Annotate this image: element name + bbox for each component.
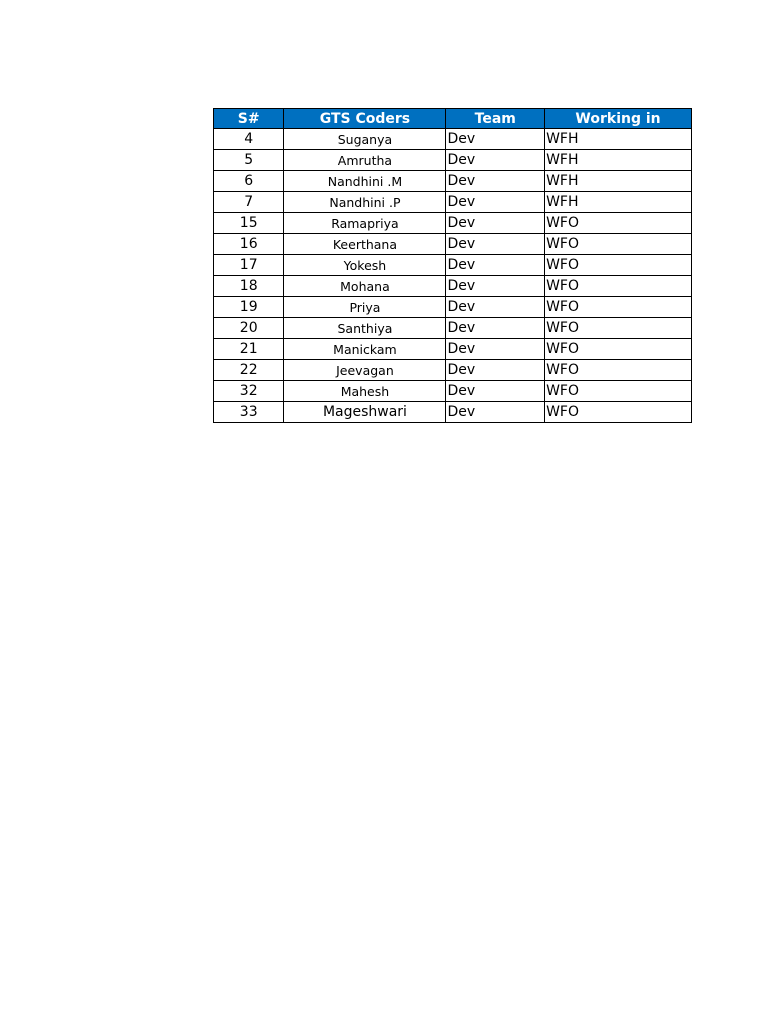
table-row <box>214 297 692 318</box>
cell-coder-name: Mageshwari <box>284 402 446 423</box>
table-row <box>214 402 692 423</box>
cell-working-in: WFH <box>545 192 692 213</box>
cell-team: Dev <box>446 255 545 276</box>
cell-working-in: WFO <box>545 297 692 318</box>
cell-team: Dev <box>446 234 545 255</box>
cell-sno: 22 <box>214 360 284 381</box>
header-team: Team <box>446 109 545 129</box>
cell-working-in: WFH <box>545 150 692 171</box>
cell-working-in: WFO <box>545 360 692 381</box>
cell-sno: 16 <box>214 234 284 255</box>
cell-team: Dev <box>446 402 545 423</box>
table-header <box>214 109 692 129</box>
cell-sno: 6 <box>214 171 284 192</box>
cell-working-in: WFH <box>545 129 692 150</box>
cell-coder-name: Amrutha <box>284 150 446 171</box>
header-name: GTS Coders <box>284 109 446 129</box>
cell-team: Dev <box>446 381 545 402</box>
cell-working-in: WFO <box>545 339 692 360</box>
table-row <box>214 150 692 171</box>
cell-coder-name: Keerthana <box>284 234 446 255</box>
cell-coder-name: Mohana <box>284 276 446 297</box>
table-row <box>214 360 692 381</box>
header-sno: S# <box>214 109 284 129</box>
cell-working-in: WFO <box>545 276 692 297</box>
cell-team: Dev <box>446 360 545 381</box>
cell-coder-name: Nandhini .M <box>284 171 446 192</box>
cell-coder-name: Yokesh <box>284 255 446 276</box>
table-row <box>214 318 692 339</box>
cell-team: Dev <box>446 318 545 339</box>
table-row <box>214 234 692 255</box>
table-row <box>214 171 692 192</box>
cell-team: Dev <box>446 297 545 318</box>
cell-sno: 4 <box>214 129 284 150</box>
cell-sno: 18 <box>214 276 284 297</box>
cell-working-in: WFO <box>545 402 692 423</box>
cell-sno: 17 <box>214 255 284 276</box>
cell-team: Dev <box>446 276 545 297</box>
coders-table <box>213 108 692 423</box>
table-body <box>214 129 692 423</box>
cell-coder-name: Mahesh <box>284 381 446 402</box>
cell-team: Dev <box>446 129 545 150</box>
cell-team: Dev <box>446 339 545 360</box>
cell-working-in: WFH <box>545 171 692 192</box>
table-row <box>214 339 692 360</box>
cell-working-in: WFO <box>545 255 692 276</box>
cell-working-in: WFO <box>545 213 692 234</box>
cell-coder-name: Suganya <box>284 129 446 150</box>
cell-sno: 20 <box>214 318 284 339</box>
cell-team: Dev <box>446 213 545 234</box>
cell-coder-name: Jeevagan <box>284 360 446 381</box>
cell-coder-name: Ramapriya <box>284 213 446 234</box>
cell-working-in: WFO <box>545 234 692 255</box>
header-working-in: Working in <box>545 109 692 129</box>
cell-team: Dev <box>446 192 545 213</box>
cell-team: Dev <box>446 171 545 192</box>
cell-sno: 32 <box>214 381 284 402</box>
cell-working-in: WFO <box>545 381 692 402</box>
cell-coder-name: Santhiya <box>284 318 446 339</box>
table-row <box>214 129 692 150</box>
cell-team: Dev <box>446 150 545 171</box>
cell-sno: 21 <box>214 339 284 360</box>
table-row <box>214 276 692 297</box>
cell-sno: 7 <box>214 192 284 213</box>
table-row <box>214 255 692 276</box>
cell-coder-name: Priya <box>284 297 446 318</box>
table-row <box>214 192 692 213</box>
cell-sno: 19 <box>214 297 284 318</box>
table-row <box>214 213 692 234</box>
cell-sno: 15 <box>214 213 284 234</box>
table-row <box>214 381 692 402</box>
cell-working-in: WFO <box>545 318 692 339</box>
header-row <box>214 109 692 129</box>
cell-coder-name: Manickam <box>284 339 446 360</box>
cell-sno: 33 <box>214 402 284 423</box>
cell-coder-name: Nandhini .P <box>284 192 446 213</box>
cell-sno: 5 <box>214 150 284 171</box>
